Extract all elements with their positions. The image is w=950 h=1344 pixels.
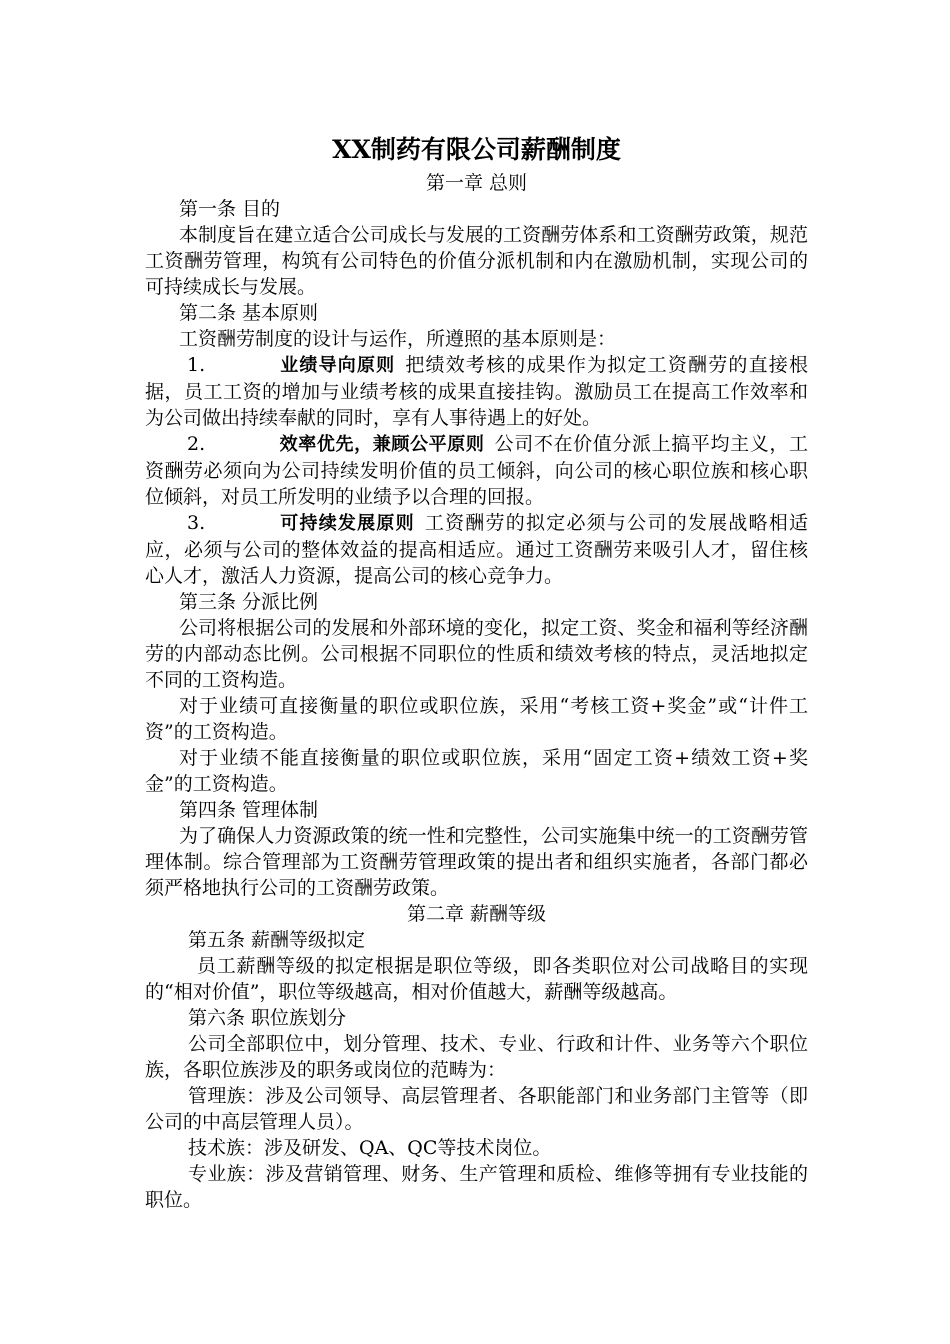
chapter-1-heading: 第一章 总则: [425, 172, 528, 194]
principle-2-number: 2.: [187, 433, 206, 455]
principle-2: [145, 431, 808, 510]
article-6-heading: 第六条 职位族划分: [188, 1007, 347, 1029]
principle-3: [145, 510, 808, 589]
document-page: [145, 132, 808, 1213]
article-5-heading: 第五条 薪酬等级拟定: [188, 929, 366, 951]
principle-1-text: 把绩效考核的成果作为拟定工资酬劳的直接根据，员工工资的增加与业绩考核的成果直接挂钩。激励员工在提高工作效率和为公司做出持续奉献的同时，享有人事待遇上的好处。: [145, 354, 808, 429]
document-title: XX制药有限公司薪酬制度: [332, 135, 621, 164]
article-3-paragraph-1: 公司将根据公司的发展和外部环境的变化，拟定工资、奖金和福利等经济酬劳的内部动态比例。公司根据不同职位的性质和绩效考核的特点，灵活地拟定不同的工资构造。: [145, 617, 808, 691]
article-1-heading: 第一条 目的: [179, 198, 281, 220]
principle-2-name: 效率优先，兼顾公平原则: [279, 434, 485, 455]
article-2-intro: 工资酬劳制度的设计与运作，所遵照的基本原则是：: [179, 328, 617, 350]
principle-1-name: 业绩导向原则: [279, 355, 396, 376]
chapter-2-heading: 第二章 薪酬等级: [406, 903, 547, 925]
article-2-heading: 第二条 基本原则: [179, 302, 319, 324]
article-3-heading: 第三条 分派比例: [179, 591, 319, 613]
article-4-text: 为了确保人力资源政策的统一性和完整性，公司实施集中统一的工资酬劳管理体制。综合管理部为工资酬劳管理政策的提出者和组织实施者，各部门都必须严格地执行公司的工资酬劳政策。: [145, 825, 808, 899]
article-3-paragraph-3: 对于业绩不能直接衡量的职位或职位族，采用“固定工资+绩效工资+奖金”的工资构造。: [145, 747, 808, 795]
article-3-paragraph-2: 对于业绩可直接衡量的职位或职位族，采用“考核工资+奖金”或“计件工资”的工资构造。: [145, 695, 808, 743]
principle-1: [145, 352, 808, 431]
principle-2-text: 公司不在价值分派上搞平均主义，工资酬劳必须向为公司持续发明价值的员工倾斜，向公司的核心职位族和核心职位倾斜，对员工所发明的业绩予以合理的回报。: [145, 433, 808, 508]
principle-3-name: 可持续发展原则: [279, 513, 415, 534]
article-6-management-family: 管理族：涉及公司领导、高层管理者、各职能部门和业务部门主管等（即公司的中高层管理人员）。: [145, 1085, 808, 1133]
principle-3-text: 工资酬劳的拟定必须与公司的发展战略相适应，必须与公司的整体效益的提高相适应。通过工资酬劳来吸引人才，留住核心人才，激活人力资源，提高公司的核心竞争力。: [145, 512, 808, 587]
article-6-technical-family: 技术族：涉及研发、QA、QC等技术岗位。: [188, 1137, 552, 1159]
article-5-text: 员工薪酬等级的拟定根据是职位等级，即各类职位对公司战略目的实现的“相对价值”，职位等级越高，相对价值越大，薪酬等级越高。: [145, 955, 808, 1003]
principle-1-number: 1.: [187, 354, 206, 376]
principle-3-number: 3.: [187, 512, 206, 534]
article-4-heading: 第四条 管理体制: [179, 799, 319, 821]
article-6-professional-family: 专业族：涉及营销管理、财务、生产管理和质检、维修等拥有专业技能的职位。: [145, 1163, 808, 1211]
article-1-text: 本制度旨在建立适合公司成长与发展的工资酬劳体系和工资酬劳政策，规范工资酬劳管理，构筑有公司特色的价值分派机制和内在激励机制，实现公司的可持续成长与发展。: [145, 224, 808, 298]
article-6-intro: 公司全部职位中，划分管理、技术、专业、行政和计件、业务等六个职位族，各职位族涉及的职务或岗位的范畴为：: [145, 1033, 808, 1081]
